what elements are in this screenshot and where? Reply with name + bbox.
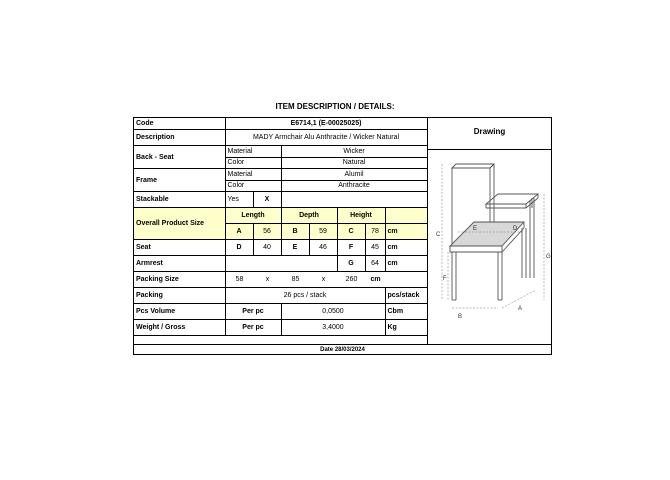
armrest-empty xyxy=(225,256,337,272)
d-label: D xyxy=(225,240,253,256)
b-label: B xyxy=(281,224,309,240)
frame-material-value: Alumil xyxy=(281,169,427,181)
back-seat-material-row xyxy=(134,146,427,158)
frame-material-label: Material xyxy=(225,169,281,181)
dim-label-d: D xyxy=(513,226,518,232)
page-title: ITEM DESCRIPTION / DETAILS: xyxy=(275,102,395,111)
spec-sheet xyxy=(133,117,552,355)
description-label: Description xyxy=(134,130,225,146)
g-value: 64 xyxy=(365,256,385,272)
stackable-empty xyxy=(281,192,427,208)
pcs-volume-label: Pcs Volume xyxy=(134,304,225,320)
frame-color-value: Anthracite xyxy=(281,180,427,192)
overall-size-label: Overall Product Size xyxy=(134,208,225,240)
packing-size-values xyxy=(225,272,427,288)
drawing-panel xyxy=(427,118,551,344)
overall-unit: cm xyxy=(385,224,427,240)
height-header: Height xyxy=(337,208,385,224)
dim-label-f: F xyxy=(443,276,447,282)
dim-label-a: A xyxy=(518,306,523,312)
depth-header: Depth xyxy=(281,208,337,224)
drawing-area xyxy=(428,150,552,344)
pcs-volume-per: Per pc xyxy=(225,304,281,320)
packing-length: 58 xyxy=(235,276,244,283)
length-header: Length xyxy=(225,208,281,224)
back-seat-color-label: Color xyxy=(225,157,281,169)
description-row xyxy=(134,130,427,146)
weight-row xyxy=(134,320,427,336)
overall-header-row xyxy=(134,208,427,224)
code-value: E6714,1 (E-00025025) xyxy=(225,118,427,130)
dim-label-b: B xyxy=(458,314,463,320)
stackable-mark: X xyxy=(253,192,281,208)
chair-seat-front xyxy=(450,246,502,252)
packing-width: 85 xyxy=(291,276,300,283)
chair-drawing xyxy=(428,150,552,344)
pcs-volume-row xyxy=(134,304,427,320)
code-row xyxy=(134,118,427,130)
packing-size-label: Packing Size xyxy=(134,272,225,288)
f-value: 45 xyxy=(365,240,385,256)
packing-value: 26 pcs / stack xyxy=(225,288,385,304)
stackable-label: Stackable xyxy=(134,192,225,208)
drawing-title: Drawing xyxy=(473,127,506,136)
frame-label: Frame xyxy=(134,169,225,192)
seat-unit: cm xyxy=(385,240,427,256)
d-value: 40 xyxy=(253,240,281,256)
back-seat-color-value: Natural xyxy=(281,157,427,169)
stackable-yes: Yes xyxy=(225,192,253,208)
packing-label: Packing xyxy=(134,288,225,304)
seat-label: Seat xyxy=(134,240,225,256)
stackable-row xyxy=(134,192,427,208)
back-seat-material-label: Material xyxy=(225,146,281,158)
frame-material-row xyxy=(134,169,427,181)
armrest-label: Armrest xyxy=(134,256,225,272)
footer-date: Date 28/03/2024 xyxy=(134,344,551,355)
description-value: MADY Armchair Alu Anthracite / Wicker Natural xyxy=(225,130,427,146)
weight-per: Per pc xyxy=(225,320,281,336)
packing-height: 260 xyxy=(345,276,358,283)
b-value: 59 xyxy=(309,224,337,240)
c-value: 78 xyxy=(365,224,385,240)
a-value: 56 xyxy=(253,224,281,240)
packing-size-unit: cm xyxy=(370,276,381,283)
weight-value: 3,4000 xyxy=(281,320,385,336)
packing-x-1: x xyxy=(265,276,270,283)
dim-label-c: C xyxy=(436,232,441,238)
seat-row xyxy=(134,240,427,256)
armrest-row xyxy=(134,256,427,272)
overall-header-empty xyxy=(385,208,427,224)
weight-label: Weight / Gross xyxy=(134,320,225,336)
f-label: F xyxy=(337,240,365,256)
packing-size-row xyxy=(134,272,427,288)
code-label: Code xyxy=(134,118,225,130)
chair-backrest-top xyxy=(452,164,494,168)
c-label: C xyxy=(337,224,365,240)
packing-row xyxy=(134,288,427,304)
g-label: G xyxy=(337,256,365,272)
back-seat-material-value: Wicker xyxy=(281,146,427,158)
weight-unit: Kg xyxy=(385,320,427,336)
e-label: E xyxy=(281,240,309,256)
pcs-volume-value: 0,0500 xyxy=(281,304,385,320)
e-value: 46 xyxy=(309,240,337,256)
dim-label-g: G xyxy=(546,254,551,260)
armrest-unit: cm xyxy=(385,256,427,272)
spec-table xyxy=(134,118,428,336)
frame-color-label: Color xyxy=(225,180,281,192)
dim-label-e: E xyxy=(473,226,478,232)
pcs-volume-unit: Cbm xyxy=(385,304,427,320)
a-label: A xyxy=(225,224,253,240)
back-seat-label: Back - Seat xyxy=(134,146,225,169)
packing-x-2: x xyxy=(321,276,326,283)
packing-unit: pcs/stack xyxy=(385,288,427,304)
